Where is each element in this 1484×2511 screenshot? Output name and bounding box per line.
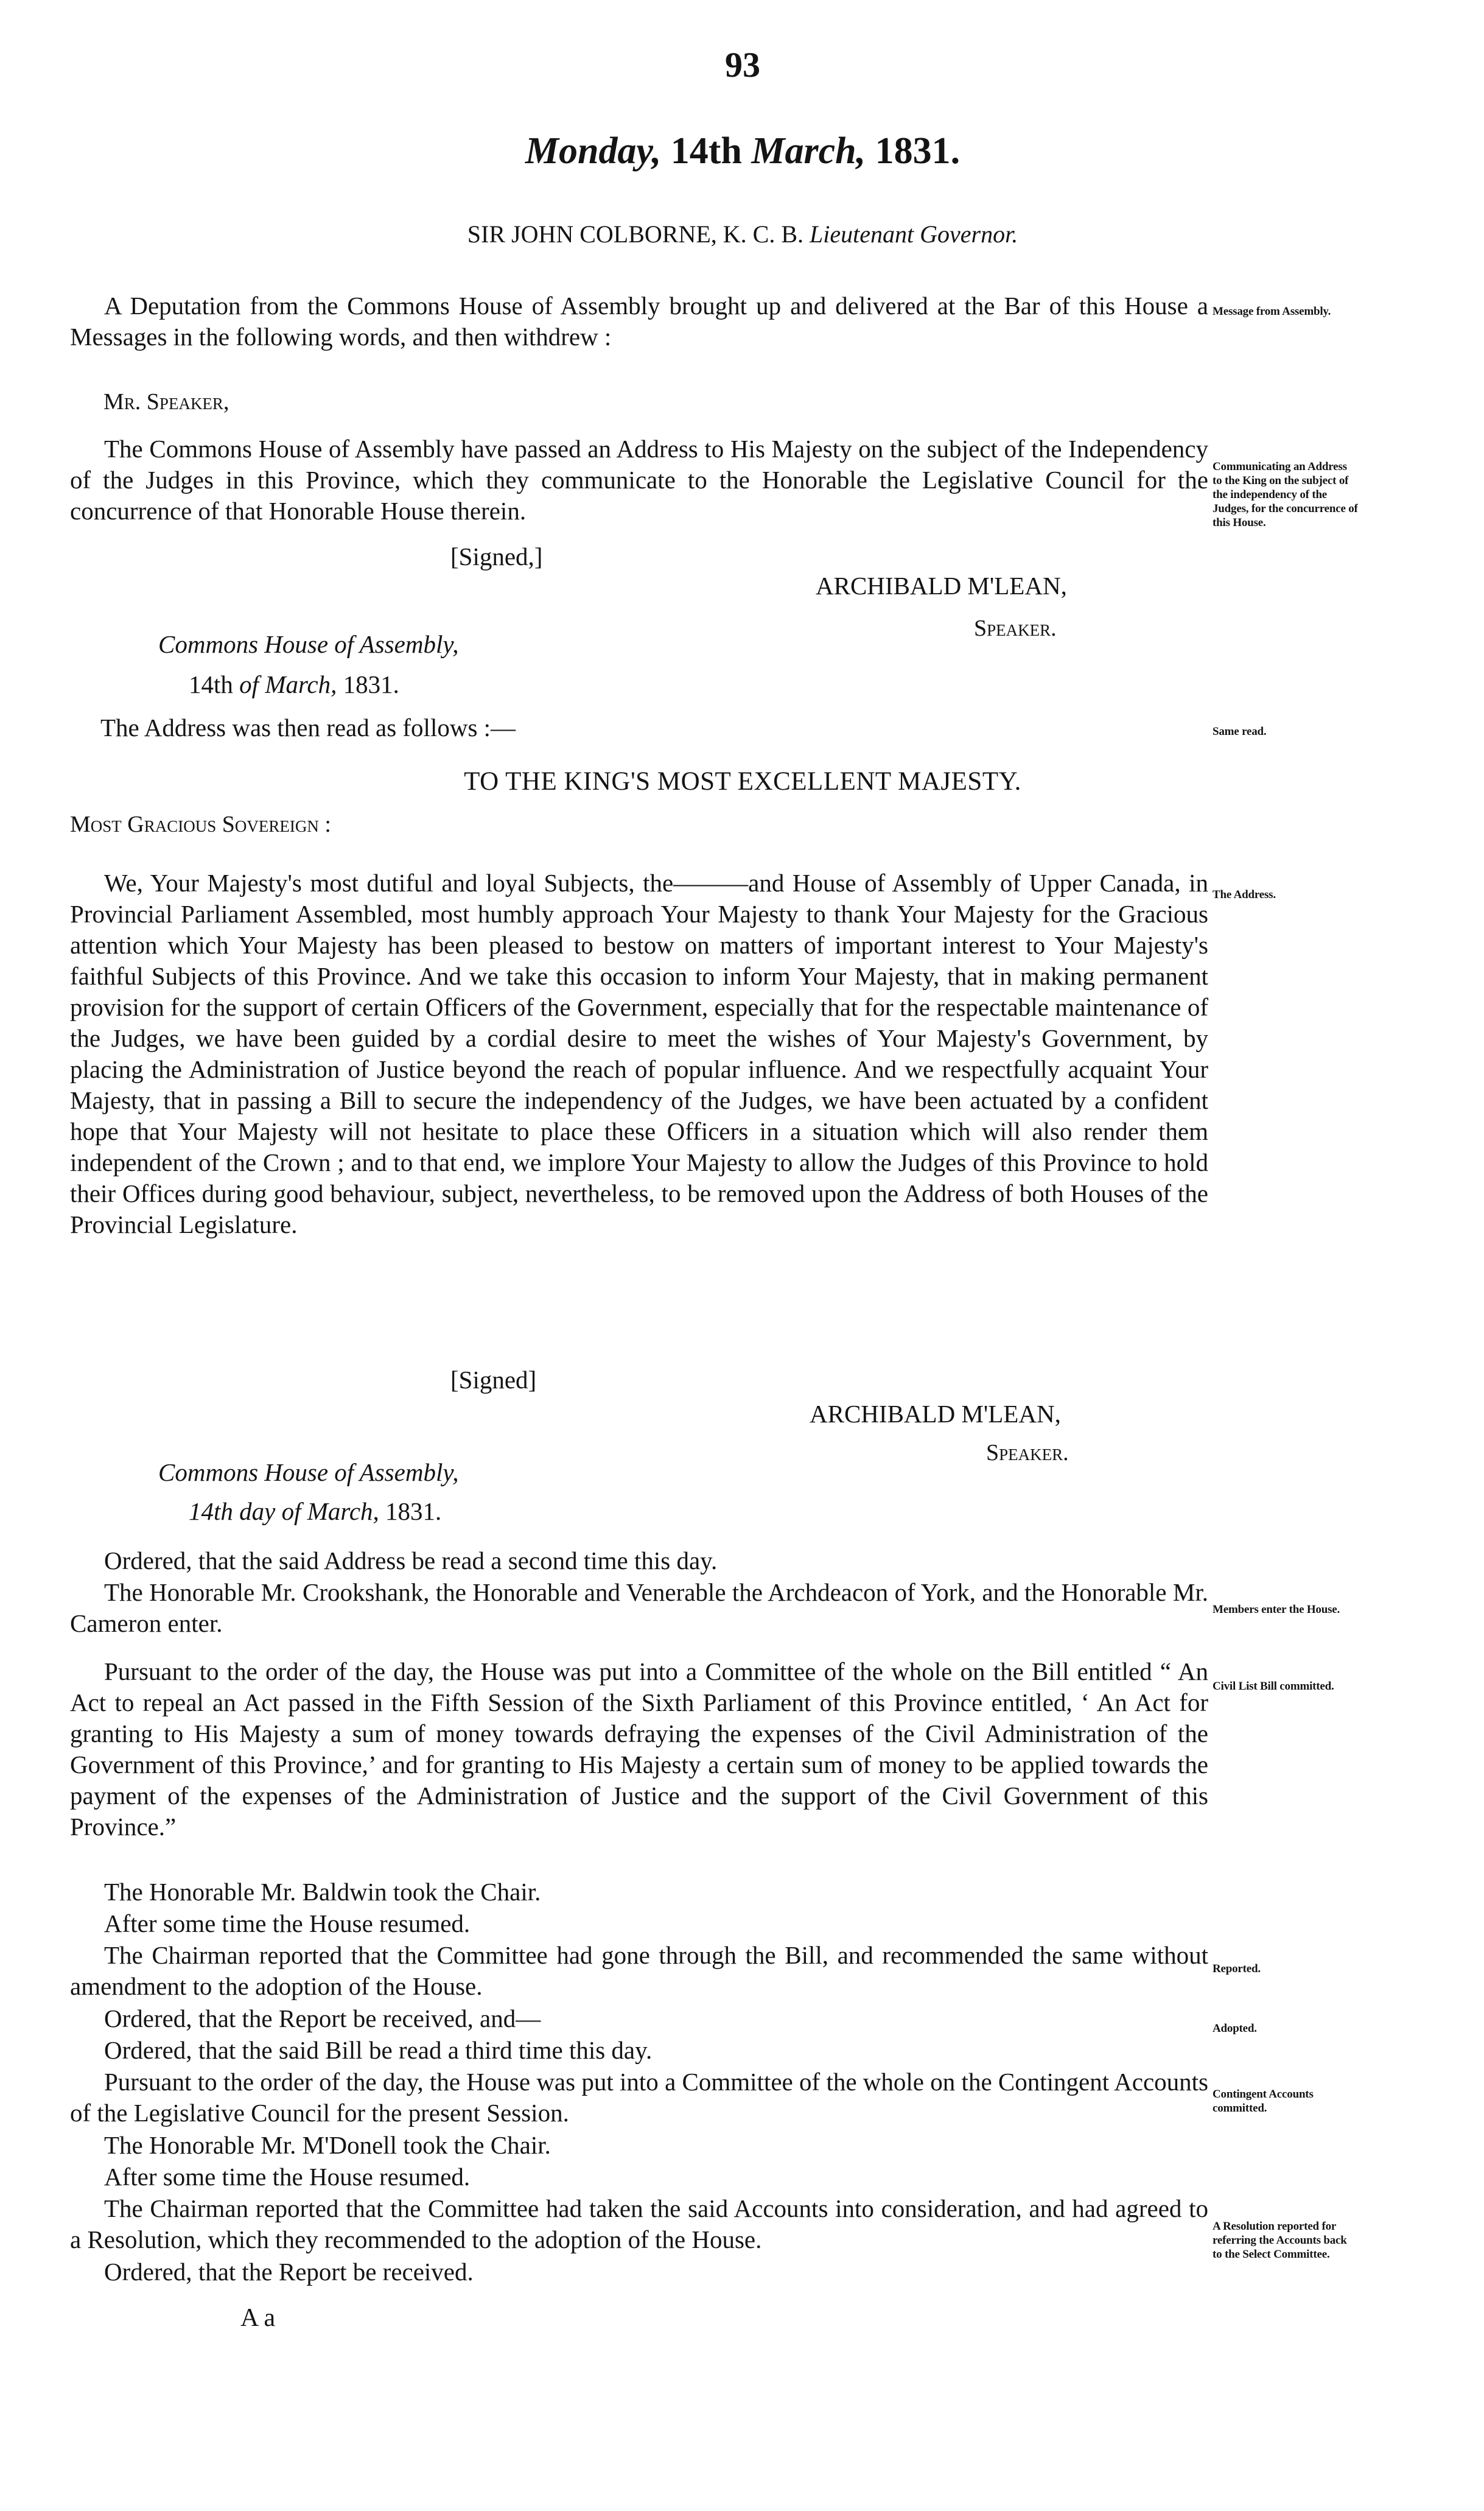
paragraph-address-read: The Address was then read as follows :—: [100, 714, 516, 742]
date-heading-rest: 14th: [661, 130, 752, 172]
date-heading-year: 1831.: [866, 130, 961, 172]
paragraph-house-resumed-1: After some time the House resumed.: [104, 1909, 471, 1937]
place-1-house: Commons House of Assembly,: [158, 630, 459, 658]
signer-1-name: ARCHIBALD M'LEAN,: [816, 572, 1067, 600]
paragraph-mdonell-chair: The Honorable Mr. M'Donell took the Chair.: [104, 2131, 551, 2159]
margin-note-contingent: Contingent Accounts committed.: [1213, 2088, 1314, 2115]
paragraph-deputation: A Deputation from the Commons House of Assembly brought up and delivered at the Bar of this House a Messages in the following words, and then withdrew :: [70, 292, 1208, 351]
place-2-date: 14th day of March, 1831.: [189, 1497, 442, 1525]
paragraph-house-resumed-2: After some time the House resumed.: [104, 2163, 471, 2191]
margin-note-the-address: The Address.: [1213, 888, 1276, 901]
paragraph-report-received: Ordered, that the Report be received, and—: [104, 2004, 541, 2032]
margin-note-message: Message from Assembly.: [1213, 305, 1331, 318]
page-number: 93: [725, 45, 760, 85]
governor-line: [243, 219, 1242, 250]
paragraph-third-reading: Ordered, that the said Bill be read a third time this day.: [104, 2036, 653, 2064]
date-heading: [365, 128, 1120, 174]
governor-name: SIR JOHN COLBORNE, K. C. B.: [467, 220, 810, 248]
margin-note-same-read: Same read.: [1213, 725, 1267, 738]
signed-label-2: [Signed]: [450, 1366, 537, 1394]
paragraph-address-body: We, Your Majesty's most dutiful and loyal Subjects, the———and House of Assembly of Upper Canada, in Provincial Parliament Assembled, most humbly approach Your Majesty to thank Your Majesty for the Gracious attention which Your Majesty has been pleased to bestow on matters of important interest to Your Majesty's faithful Subjects of this Province. And we take this occasion to inform Your Majesty, that in making permanent provision for the support of certain Officers of the Government, especially that for the respectable maintenance of the Judges, we have been guided by a cordial desire to meet the wishes of Your Majesty's Government, by placing the Administration of Justice beyond the reach of popular influence. And we respectfully acquaint Your Majesty, that in passing a Bill to secure the independency of the Judges, we have been actuated by a confident hope that Your Majesty will not hesitate to place these Officers in a situation which will also render them independent of the Crown ; and to that end, we implore Your Majesty to allow the Judges of this Province to hold their Offices during good behaviour, subject, nevertheless, to be removed upon the Address of both Houses of the Provincial Legislature.: [70, 869, 1208, 1238]
paragraph-chairman-report-2: The Chairman reported that the Committee had taken the said Accounts into consideration, and had agreed to a Resolution, which they recommended to the adoption of the House.: [70, 2194, 1208, 2253]
margin-note-communicating: Communicating an Address to the King on the subject of the independency of the Judges, for the concurrence of this House.: [1213, 460, 1358, 529]
margin-note-members-enter: Members enter the House.: [1213, 1603, 1340, 1616]
margin-note-reported: Reported.: [1213, 1962, 1261, 1975]
governor-title: Lieutenant Governor.: [810, 220, 1018, 248]
paragraph-assembly-address: The Commons House of Assembly have passed an Address to His Majesty on the subject of the Independency of the Judges in this Province, which they communicate to the Honorable the Legislative Council for the concurrence of that Honorable House therein.: [70, 435, 1208, 525]
place-1-date: 14th of March, 1831.: [189, 670, 399, 698]
paragraph-contingent-accounts: Pursuant to the order of the day, the House was put into a Committee of the whole on the Contingent Accounts of the Legislative Council for the present Session.: [70, 2068, 1208, 2127]
paragraph-baldwin-chair: The Honorable Mr. Baldwin took the Chair.: [104, 1878, 541, 1906]
place-2-house: Commons House of Assembly,: [158, 1458, 459, 1486]
address-title: TO THE KING'S MOST EXCELLENT MAJESTY.: [464, 767, 1021, 796]
salutation: Most Gracious Sovereign :: [70, 812, 331, 837]
paragraph-report-received-2: Ordered, that the Report be received.: [104, 2258, 474, 2286]
margin-note-resolution: A Resolution reported for referring the Accounts back to the Select Committee.: [1213, 2220, 1347, 2261]
signed-label-1: [Signed,]: [450, 543, 543, 571]
paragraph-civil-list-bill: Pursuant to the order of the day, the House was put into a Committee of the whole on the Bill entitled “ An Act to repeal an Act passed in the Fifth Session of the Sixth Parliament of this Province entitled, ‘ An Act for granting to His Majesty a sum of money towards defraying the expenses of the Civil Administration of the Government of this Province,’ and for granting to His Majesty a certain sum of money to be applied towards the payment of the expenses of the Administration of Justice and the support of the Civil Government of this Province.”: [70, 1657, 1208, 1841]
paragraph-members-enter: The Honorable Mr. Crookshank, the Honorable and Venerable the Archdeacon of York, and the Honorable Mr. Cameron enter.: [70, 1578, 1208, 1637]
date-heading-month: March,: [751, 130, 866, 172]
margin-note-civil-list: Civil List Bill committed.: [1213, 1680, 1334, 1693]
signer-2-title: Speaker.: [986, 1440, 1069, 1466]
paragraph-chairman-report-1: The Chairman reported that the Committee had gone through the Bill, and recommended the same without amendment to the adoption of the House.: [70, 1941, 1208, 2000]
margin-note-adopted: Adopted.: [1213, 2022, 1257, 2035]
paragraph-second-reading: Ordered, that the said Address be read a second time this day.: [104, 1547, 718, 1575]
signer-2-name: ARCHIBALD M'LEAN,: [810, 1400, 1061, 1428]
signature-mark: A a: [240, 2304, 276, 2332]
signer-1-title: Speaker.: [974, 616, 1057, 641]
date-heading-day: Monday,: [525, 130, 662, 172]
addressee-speaker: Mr. Speaker,: [103, 389, 229, 415]
